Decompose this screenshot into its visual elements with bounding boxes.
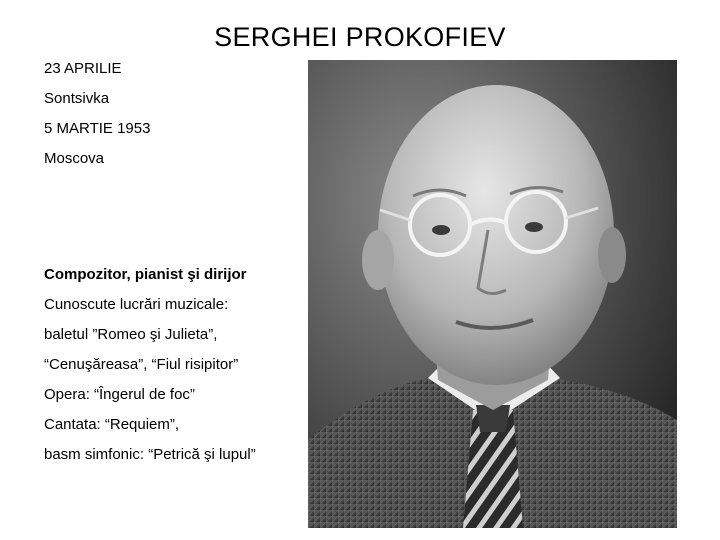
works-line: Opera: “Îngerul de foc” <box>44 386 195 403</box>
works-line: “Cenuşăreasa”, “Fiul risipitor” <box>44 356 239 373</box>
birth-date: 23 APRILIE <box>44 60 122 77</box>
works-line: Cunoscute lucrări muzicale: <box>44 296 229 313</box>
death-date: 5 MARTIE 1953 <box>44 120 151 137</box>
portrait-illustration <box>308 60 677 528</box>
birth-place: Sontsivka <box>44 90 110 107</box>
occupation-description: Compozitor, pianist şi dirijor <box>44 266 247 283</box>
works-line: basm simfonic: “Petrică şi lupul” <box>44 446 256 463</box>
death-place: Moscova <box>44 150 105 167</box>
works-line: Cantata: “Requiem”, <box>44 416 180 433</box>
portrait-photo <box>308 60 677 528</box>
slide-title: SERGHEI PROKOFIEV <box>214 22 506 52</box>
works-line: baletul ”Romeo şi Julieta”, <box>44 326 218 343</box>
